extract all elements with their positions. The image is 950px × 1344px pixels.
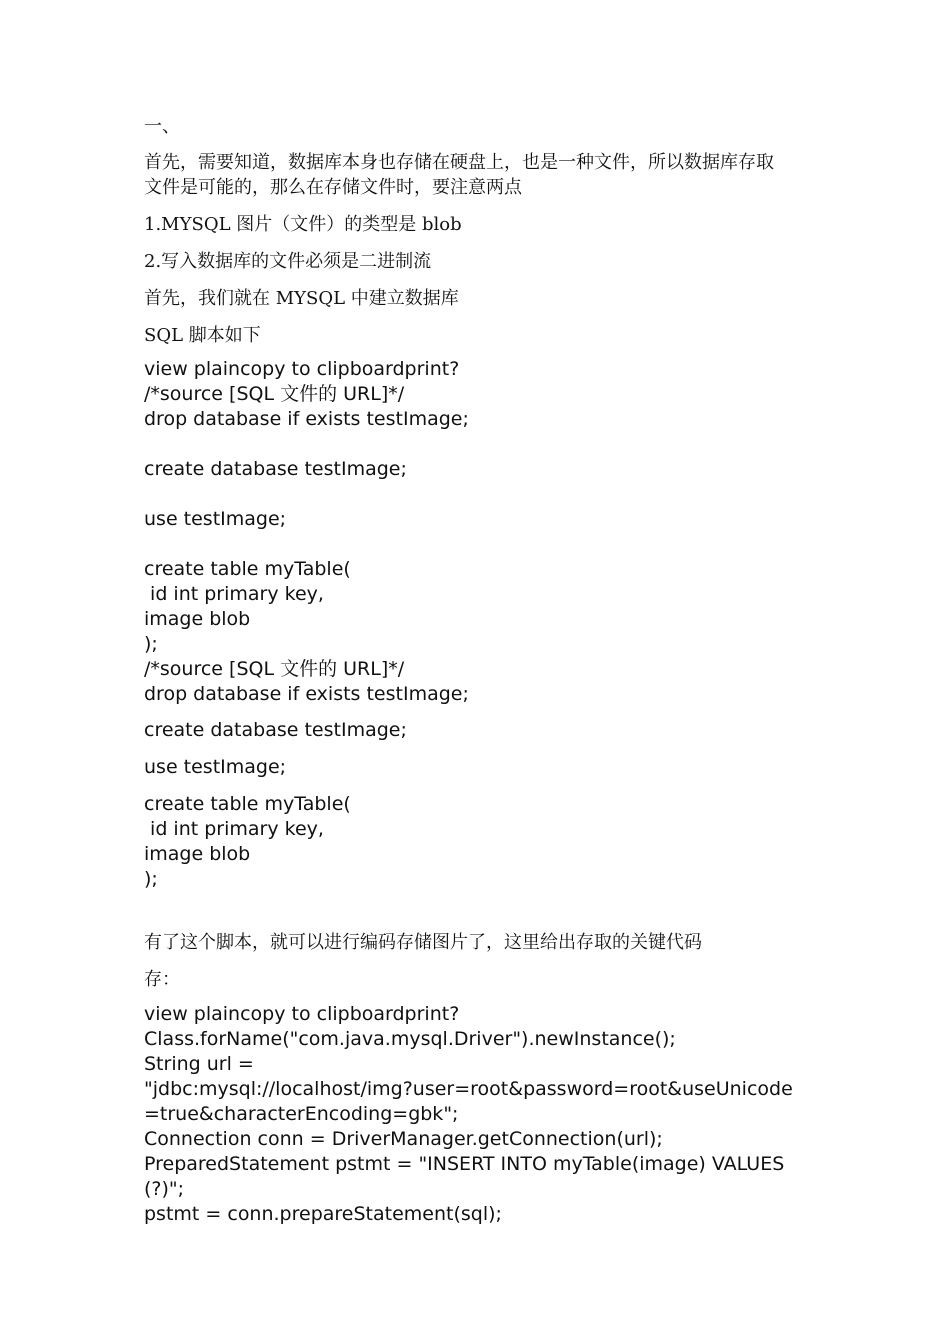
sql-code-block-1 (144, 357, 469, 707)
java-code-block (144, 1002, 793, 1227)
code-line: drop database if exists testImage; (144, 683, 469, 705)
code-line: use testImage; (144, 756, 287, 778)
code-line: id int primary key, (144, 818, 324, 840)
point-2: 2.写入数据库的文件必须是二进制流 (144, 251, 432, 272)
code-line: view plaincopy to clipboardprint? (144, 1003, 460, 1025)
code-line: /*source [SQL 文件的 URL]*/ (144, 658, 405, 680)
code-line: "jdbc:mysql://localhost/img?user=root&password=root&useUnicode (144, 1078, 793, 1100)
section-heading: 一、 (144, 116, 180, 137)
step-1: 首先，我们就在 MYSQL 中建立数据库 (144, 288, 459, 309)
code-line: Class.forName("com.java.mysql.Driver").newInstance(); (144, 1028, 676, 1050)
sql-code-block-2 (144, 792, 351, 892)
code-line: PreparedStatement pstmt = "INSERT INTO myTable(image) VALUES (144, 1153, 785, 1175)
code-line: drop database if exists testImage; (144, 408, 469, 430)
code-line: /*source [SQL 文件的 URL]*/ (144, 383, 405, 405)
code-line: Connection conn = DriverManager.getConnection(url); (144, 1128, 663, 1150)
code-line: image blob (144, 608, 251, 630)
after-script-text: 有了这个脚本，就可以进行编码存储图片了，这里给出存取的关键代码 (144, 932, 702, 953)
code-line: image blob (144, 843, 251, 865)
store-label: 存： (144, 969, 180, 990)
code-line: =true&characterEncoding=gbk"; (144, 1103, 459, 1125)
code-line (144, 432, 469, 457)
script-intro: SQL 脚本如下 (144, 325, 261, 346)
code-line: create table myTable( (144, 558, 351, 580)
intro-line-1: 首先，需要知道，数据库本身也存储在硬盘上，也是一种文件，所以数据库存取 (144, 152, 774, 173)
code-line: view plaincopy to clipboardprint? (144, 358, 460, 380)
code-line: ); (144, 633, 158, 655)
code-line: create table myTable( (144, 793, 351, 815)
code-line: String url = (144, 1053, 254, 1075)
code-line: (?)"; (144, 1178, 185, 1200)
code-line: ); (144, 868, 158, 890)
code-line (144, 532, 469, 557)
intro-line-2: 文件是可能的，那么在存储文件时，要注意两点 (144, 177, 522, 198)
code-line: id int primary key, (144, 583, 324, 605)
code-line: create database testImage; (144, 458, 407, 480)
code-line: use testImage; (144, 508, 287, 530)
point-1: 1.MYSQL 图片（文件）的类型是 blob (144, 214, 462, 235)
code-line (144, 482, 469, 507)
code-line: create database testImage; (144, 719, 407, 741)
code-line: pstmt = conn.prepareStatement(sql); (144, 1203, 502, 1225)
